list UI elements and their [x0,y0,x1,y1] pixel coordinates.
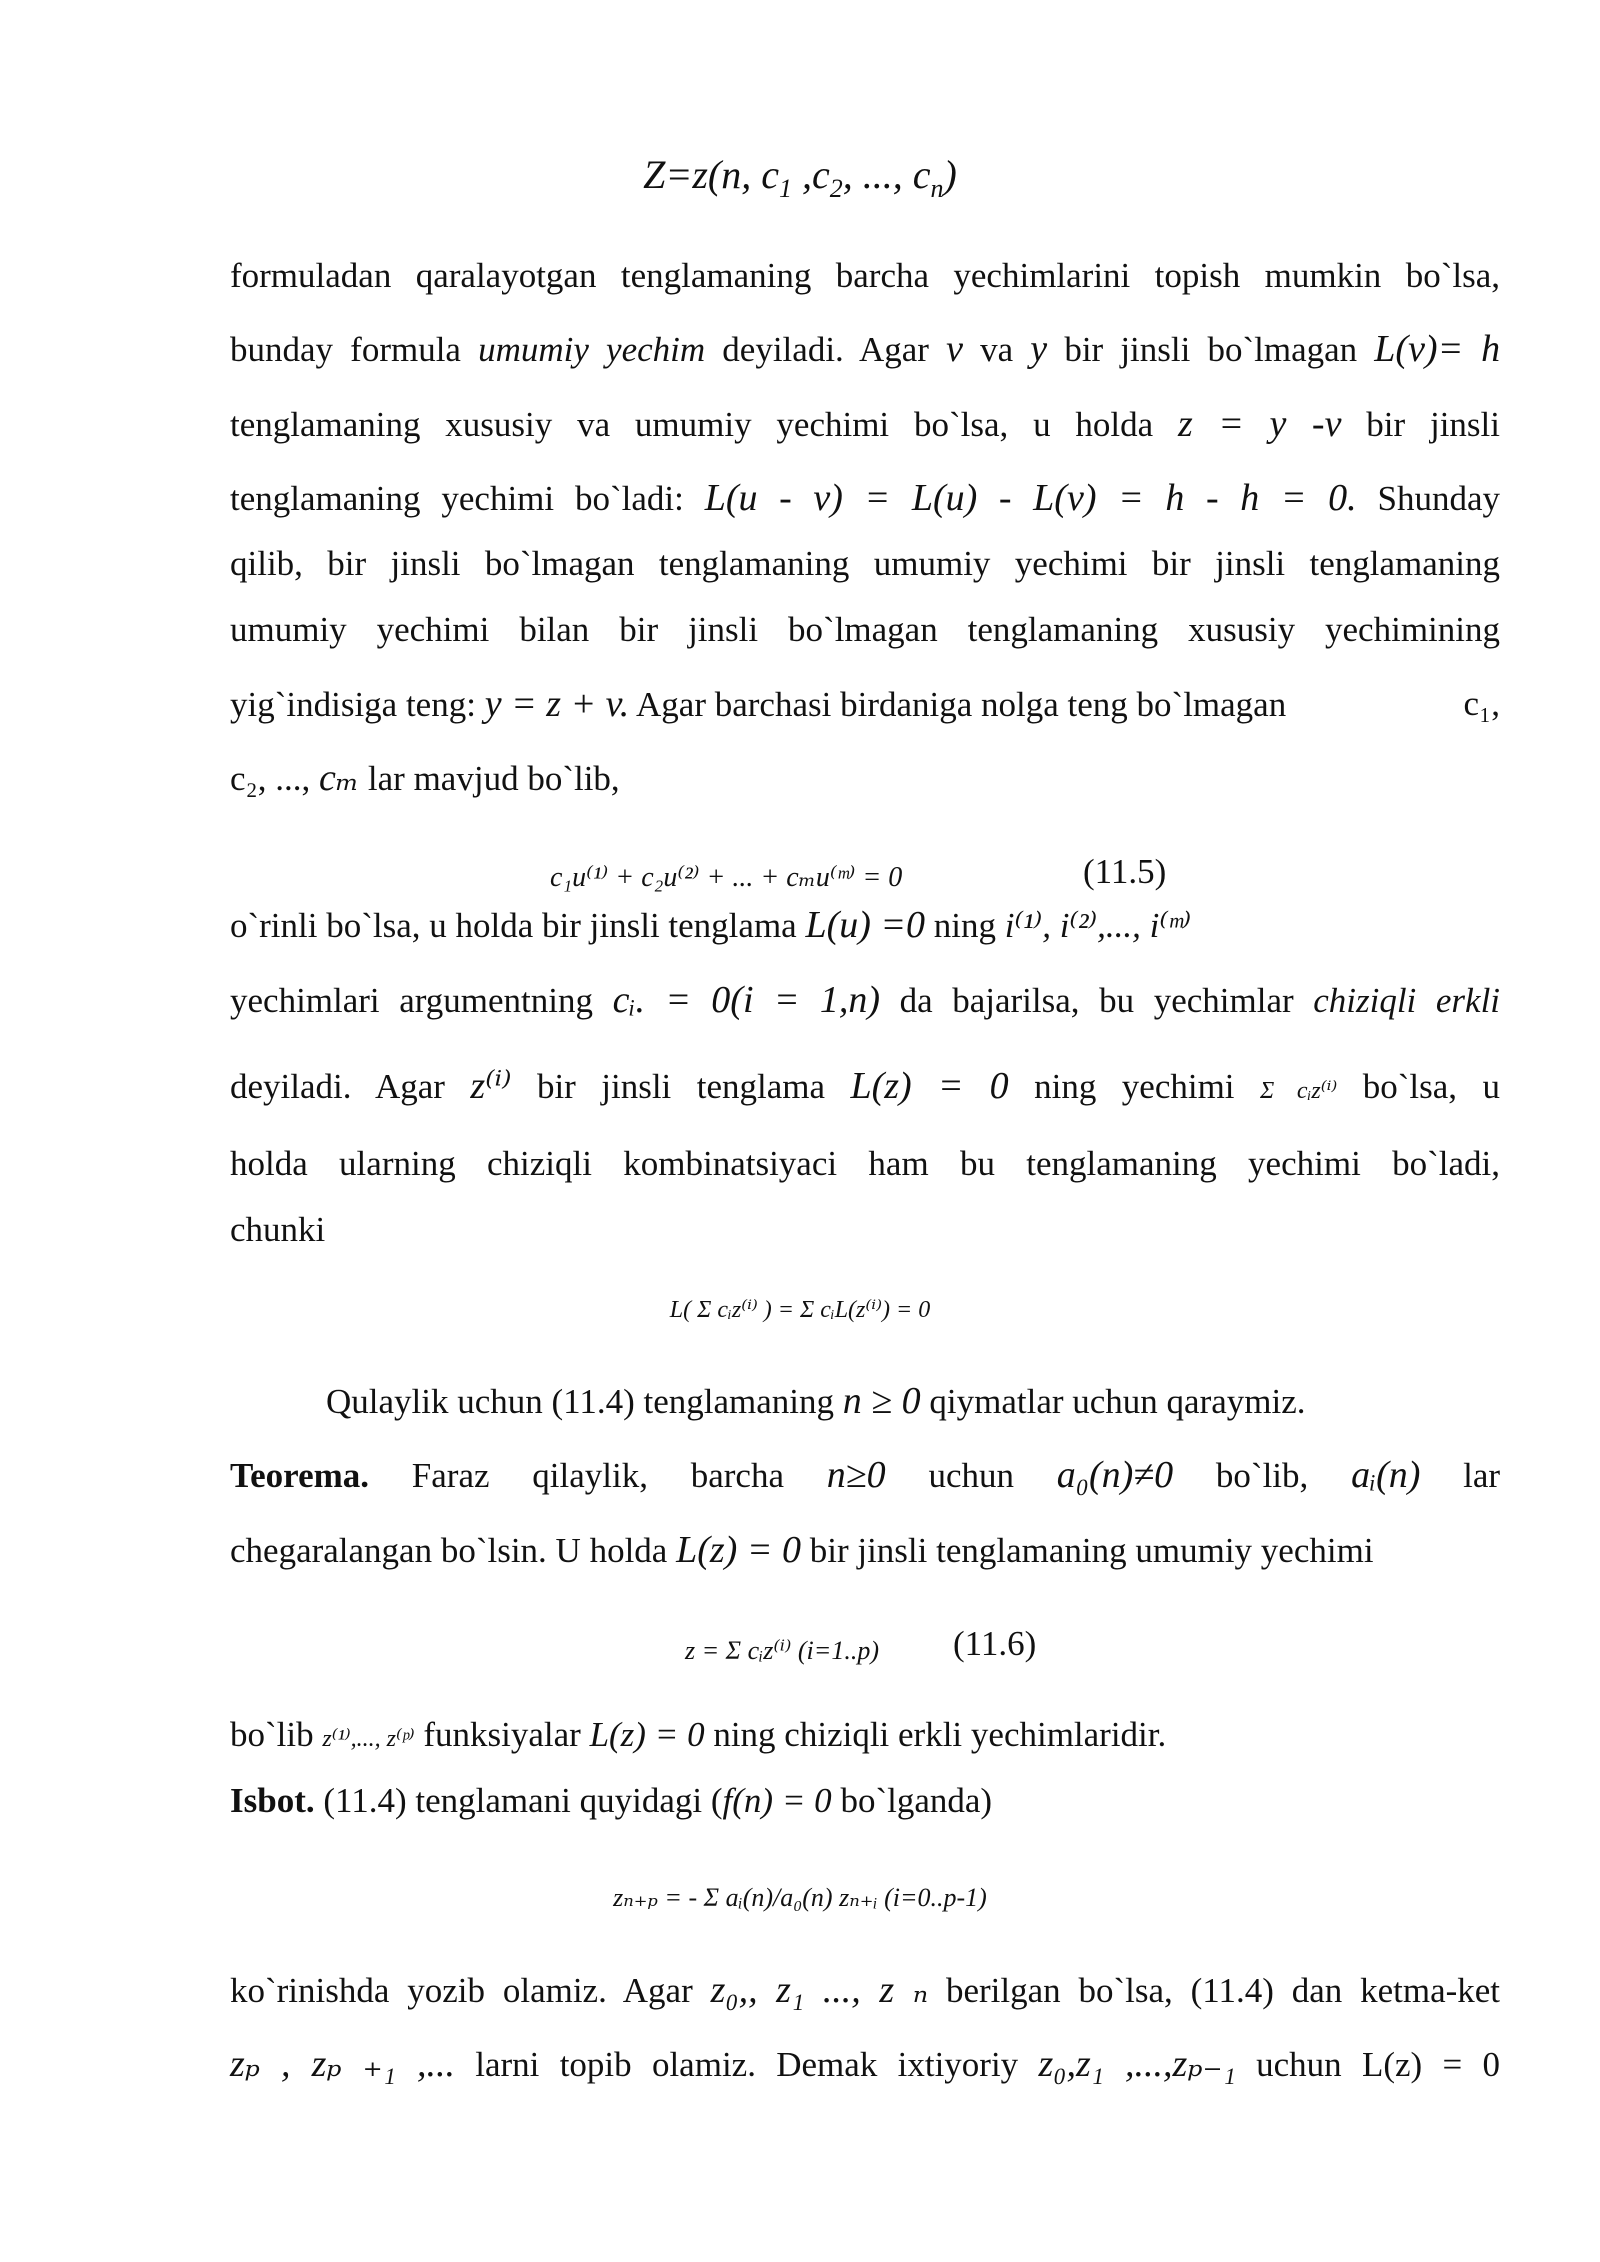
text-line: bo`lib z⁽¹⁾,..., z⁽ᵖ⁾ funksiyalar L(z) = 0 ning chiziqli erkli yechimlaridir. [230,1715,1167,1754]
text-line: bunday formula umumiy yechim deyiladi. Agar v va y bir jinsli bo`lmagan L(v)= h [230,328,1501,370]
text-line: c₂, ..., cₘ lar mavjud bo`lib, [230,757,620,799]
text-line: holda ularning chiziqli kombinatsiyaci ham bu tenglamaning yechimi bo`ladi, [230,1144,1500,1183]
equation-11-6: z = Σ cᵢz⁽ⁱ⁾ (i=1..p) [685,1636,879,1665]
text-line: formuladan qaralayotgan tenglamaning barcha yechimlarini topish mumkin bo`lsa, [230,256,1500,295]
text-line: Qulaylik uchun (11.4) tenglamaning n ≥ 0 qiymatlar uchun qaraymiz. [326,1380,1306,1422]
text-line: yechimlari argumentning cᵢ. = 0(i = 1,n) da bajarilsa, bu yechimlar chiziqli erkli [230,979,1501,1021]
text-line: tenglamaning yechimi bo`ladi: L(u - v) = L(u) - L(v) = h - h = 0. Shunday [230,477,1501,519]
equation-11-5: c₁u⁽¹⁾ + c₂u⁽²⁾ + ... + cₘu⁽ᵐ⁾ = 0 [550,862,903,893]
text-line: chunki [230,1210,326,1249]
equation-number: (11.5) [1083,852,1167,891]
equation-chunki: L( Σ cᵢz⁽ⁱ⁾ ) = Σ cᵢL(z⁽ⁱ⁾) = 0 [669,1297,931,1323]
text-line: umumiy yechimi bilan bir jinsli bo`lmagan tenglamaning xususiy yechimining [230,610,1500,649]
equation-isbot: zₙ₊ₚ = - Σ aᵢ(n)/a₀(n) zₙ₊ᵢ (i=0..p-1) [613,1883,987,1912]
text-line: o`rinli bo`lsa, u holda bir jinsli tenglama L(u) =0 ning i⁽¹⁾, i⁽²⁾,..., i⁽ᵐ⁾ [230,904,1192,946]
formula-z: Z=z(n, $c_1$ $,c_2$, ..., $c_n$) [643,152,957,203]
text-line: qilib, bir jinsli bo`lmagan tenglamaning umumiy yechimi bir jinsli tenglamaning [230,544,1500,583]
text-line: yig`indisiga teng: y = z + v. Agar barchasi birdaniga nolga teng bo`lmagan c₁, [230,683,1500,725]
equation-number: (11.6) [953,1624,1037,1663]
text-line: ko`rinishda yozib olamiz. Agar z₀,, z₁ ..., z ₙ berilgan bo`lsa, (11.4) dan ketma-ket [230,1969,1501,2011]
text-line: deyiladi. Agar z⁽ⁱ⁾ bir jinsli tenglama L(z) = 0 ning yechimi Σ cᵢz⁽ⁱ⁾ bo`lsa, u [230,1065,1500,1107]
text-line: Isbot. (11.4) tenglamani quyidagi (f(n) = 0 bo`lganda) [230,1781,993,1820]
text-line: tenglamaning xususiy va umumiy yechimi bo`lsa, u holda z = y -v bir jinsli [230,403,1500,445]
text-line: zₚ , zₚ ₊₁ ,... larni topib olamiz. Demak ixtiyoriy z₀,z₁ ,...,zₚ₋₁ uchun L(z) = 0 [230,2043,1501,2085]
text-line: chegaralangan bo`lsin. U holda L(z) = 0 bir jinsli tenglamaning umumiy yechimi [230,1529,1374,1571]
text-line: Teorema. Faraz qilaylik, barcha n≥0 uchun a₀(n)≠0 bo`lib, aᵢ(n) lar [230,1454,1501,1496]
